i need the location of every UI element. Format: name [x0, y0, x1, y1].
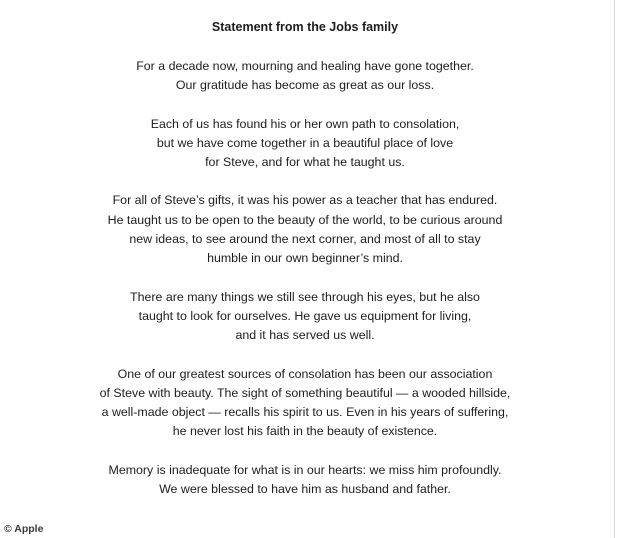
statement-line: and it has served us well.: [235, 328, 375, 343]
statement-paragraph: [0, 57, 610, 96]
statement-line: new ideas, to see around the next corner, and most of all to stay: [129, 232, 481, 247]
statement-title: Statement from the Jobs family: [211, 20, 399, 34]
statement-paragraph: [0, 365, 610, 442]
statement-line: For all of Steve’s gifts, it was his power as a teacher that has endured.: [112, 193, 498, 208]
statement-line: he never lost his faith in the beauty of existence.: [172, 424, 438, 439]
statement-line: but we have come together in a beautiful place of love: [156, 135, 454, 150]
statement-line: Our gratitude has become as great as our loss.: [175, 78, 435, 93]
statement-line: for Steve, and for what he taught us.: [205, 155, 405, 170]
statement-line: We were blessed to have him as husband and father.: [159, 482, 451, 497]
statement-line: humble in our own beginner’s mind.: [207, 251, 403, 266]
statement-paragraph: [0, 288, 610, 346]
statement-line: For a decade now, mourning and healing have gone together.: [136, 59, 474, 73]
photo-credit: © Apple: [0, 521, 47, 538]
statement-line: a well-made object — recalls his spirit to us. Even in his years of suffering,: [101, 405, 509, 420]
statement-line: He taught us to be open to the beauty of the world, to be curious around: [107, 212, 503, 227]
statement-line: of Steve with beauty. The sight of something beautiful — a wooded hillside,: [99, 385, 511, 400]
statement-line: One of our greatest sources of consolation has been our association: [117, 366, 493, 381]
statement-line: Memory is inadequate for what is in our hearts: we miss him profoundly.: [108, 462, 502, 477]
statement-line: taught to look for ourselves. He gave us equipment for living,: [138, 308, 472, 323]
statement-line: Each of us has found his or her own path to consolation,: [150, 116, 460, 131]
statement-paragraph: [0, 115, 610, 173]
statement-paragraph: [0, 461, 610, 500]
statement-body: [0, 17, 610, 518]
statement-paragraph: [0, 191, 610, 268]
statement-line: There are many things we still see through his eyes, but he also: [130, 289, 480, 304]
